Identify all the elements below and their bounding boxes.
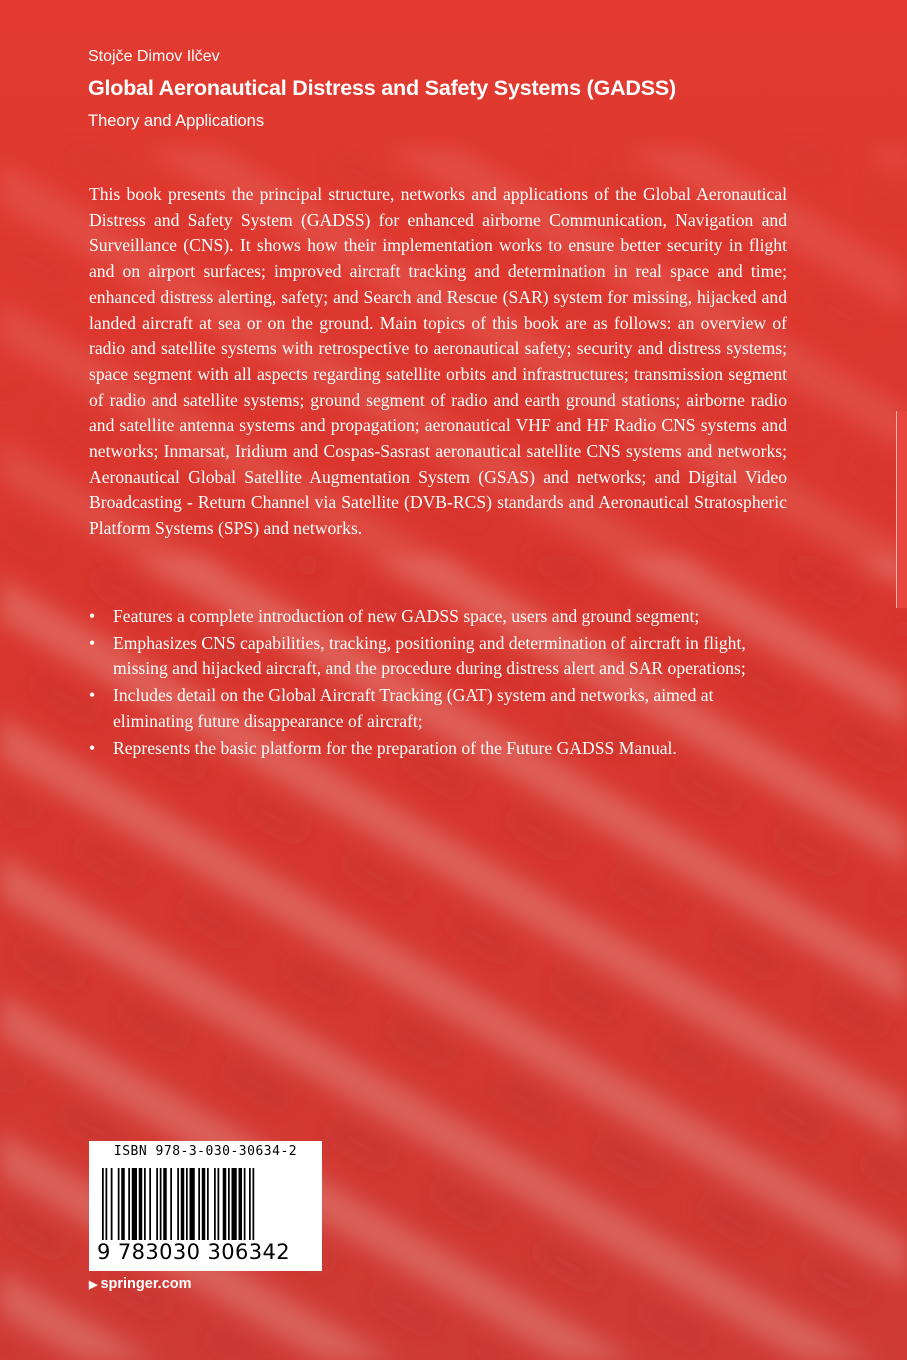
barcode-bar	[181, 1168, 185, 1240]
barcode-bar	[223, 1168, 227, 1240]
barcode-bar	[177, 1168, 179, 1240]
barcode-bar	[239, 1168, 243, 1240]
barcode-bar	[228, 1168, 230, 1240]
barcode-bar	[111, 1168, 113, 1240]
list-item: • Emphasizes CNS capabilities, tracking, positioning and determination of aircraft in flight, missing and hijacked aircraft, and the procedure during distress alert and SAR operations;	[89, 632, 746, 679]
publisher-label: springer.com	[100, 1276, 192, 1292]
barcode-bar	[128, 1168, 130, 1240]
isbn-barcode	[89, 1141, 322, 1271]
barcode-bar	[160, 1168, 162, 1240]
feature-list	[89, 604, 787, 762]
book-subtitle: Theory and Applications	[88, 112, 265, 130]
barcode-bar	[149, 1168, 151, 1240]
bullet-icon: •	[89, 737, 96, 758]
barcode-bar	[132, 1168, 137, 1240]
barcode-bar	[244, 1168, 246, 1240]
barcode-bar	[118, 1168, 120, 1240]
barcode-bar	[198, 1168, 200, 1240]
barcode-bar	[144, 1168, 146, 1240]
barcode-bar	[190, 1168, 195, 1240]
arrow-right-icon: ▶	[89, 1279, 98, 1291]
publisher-link[interactable]	[89, 1276, 192, 1292]
barcode-digits: 9 783030 306342	[97, 1240, 291, 1264]
barcode-bar	[102, 1168, 104, 1240]
list-item: • Features a complete introduction of new GADSS space, users and ground segment;	[89, 604, 787, 630]
book-description: This book presents the principal structure, networks and applications of the Global Aeronautical Distress and Safety System (GADSS) for enhanced airborne Communication, Navigation and Surveillance (CNS). It shows how their implementation works to ensure better security in flight and on airport surfaces; improved aircraft tracking and determination in real space and time; enhanced distress alerting, safety; and Search and Rescue (SAR) system for missing, hijacked and landed aircraft at sea or on the ground. Main topics of this book are as follows: an overview of radio and satellite systems with retrospective to aeronautical safety; security and distress systems; space segment with all aspects regarding satellite orbits and infrastructures; transmission segment of radio and satellite systems; ground segment of radio and earth ground stations; airborne radio and satellite antenna systems and propagation; aeronautical VHF and HF Radio CNS systems and networks; Inmarsat, Iridium and Cospas-Sasrast aeronautical satellite CNS systems and networks; Aeronautical Global Satellite Augmentation System (GSAS) and networks; and Digital Video Broadcasting - Return Channel via Satellite (DVB-RCS) standards and Aeronautical Stratospheric Platform Systems (SPS) and networks.	[89, 184, 787, 539]
barcode-bar	[139, 1168, 143, 1240]
barcode-bar	[218, 1168, 220, 1240]
barcode-bar	[106, 1168, 108, 1240]
barcode-bars	[102, 1168, 309, 1240]
barcode-bar	[170, 1168, 172, 1240]
barcode-bar	[214, 1168, 216, 1240]
bullet-icon: •	[89, 606, 96, 626]
bullet-icon: •	[89, 632, 96, 653]
isbn-label: ISBN 978-3-030-30634-2	[113, 1144, 298, 1159]
barcode-bar	[121, 1168, 125, 1240]
barcode-bar	[232, 1168, 237, 1240]
barcode-bar	[163, 1168, 167, 1240]
author-name: Stojče Dimov Ilčev	[88, 48, 220, 65]
barcode-bar	[202, 1168, 206, 1240]
barcode-bar	[156, 1168, 158, 1240]
barcode-bar	[253, 1168, 255, 1240]
list-item: • Includes detail on the Global Aircraft Tracking (GAT) system and networks, aimed at eliminating future disappearance of aircraft;	[89, 685, 714, 731]
barcode-bar	[249, 1168, 251, 1240]
bullet-icon: •	[89, 685, 96, 706]
book-title: Global Aeronautical Distress and Safety Systems (GADSS)	[88, 76, 676, 100]
barcode-bar	[207, 1168, 209, 1240]
header	[88, 46, 848, 132]
barcode-bar	[186, 1168, 188, 1240]
spine-edge-mark	[896, 411, 907, 608]
list-item: • Represents the basic platform for the preparation of the Future GADSS Manual.	[89, 736, 787, 762]
